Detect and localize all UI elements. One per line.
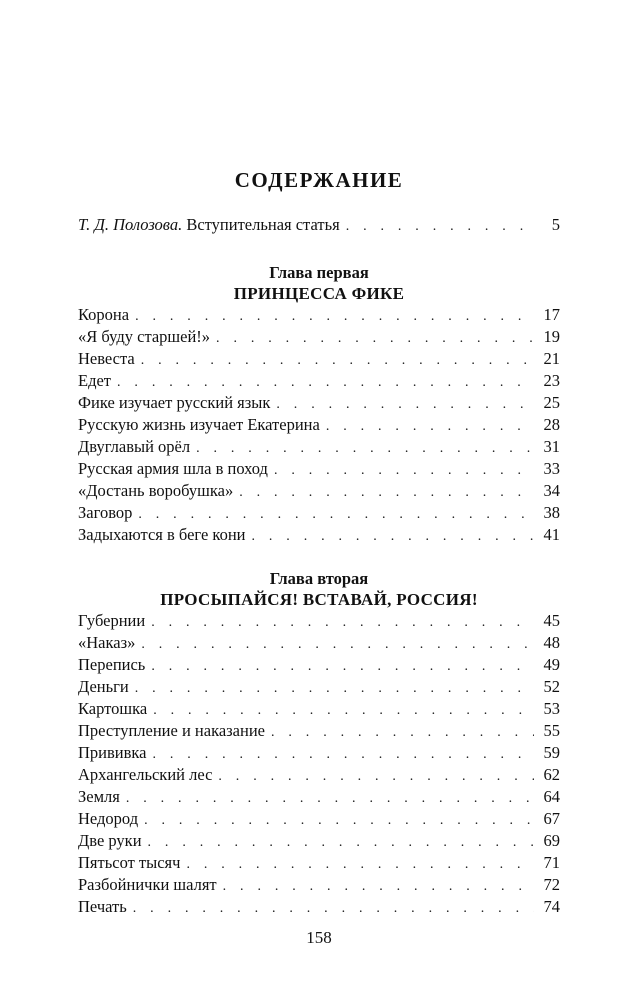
dot-leader xyxy=(223,876,534,898)
toc-entry-intro xyxy=(78,214,560,236)
dot-leader xyxy=(239,482,534,504)
toc-entry xyxy=(78,852,560,874)
toc-entry-label: Картошка xyxy=(78,699,148,718)
toc-entry-label: Деньги xyxy=(78,677,129,696)
toc-entry-page: 21 xyxy=(543,349,560,368)
intro-author: Т. Д. Полозова. xyxy=(78,215,183,234)
toc-entry-page: 19 xyxy=(543,327,560,346)
toc-entry-label: Едет xyxy=(78,371,112,390)
toc-entry-label: Пятьсот тысяч xyxy=(78,853,181,872)
toc-entry-page: 52 xyxy=(543,677,560,696)
toc-entry-label: Русская армия шла в поход xyxy=(78,459,268,478)
toc-entry xyxy=(78,502,560,524)
toc-entry xyxy=(78,348,560,370)
toc-entry xyxy=(78,676,560,698)
toc-entry xyxy=(78,742,560,764)
toc-title: СОДЕРЖАНИЕ xyxy=(234,168,404,192)
toc-entry-page: 41 xyxy=(543,525,560,544)
dot-leader xyxy=(141,634,534,656)
toc-entry xyxy=(78,458,560,480)
toc-entry-page: 55 xyxy=(543,721,560,740)
toc-entry-page: 31 xyxy=(543,437,560,456)
toc-page xyxy=(78,0,560,1000)
toc-entry xyxy=(78,720,560,742)
toc-entry xyxy=(78,830,560,852)
toc-entry xyxy=(78,654,560,676)
toc-entry-page: 38 xyxy=(543,503,560,522)
dot-leader xyxy=(218,766,534,788)
toc-entry xyxy=(78,392,560,414)
toc-entry xyxy=(78,436,560,458)
dot-leader xyxy=(196,438,534,460)
toc-entry-label: Задыхаются в беге кони xyxy=(78,525,246,544)
toc-entry-label: Печать xyxy=(78,897,127,916)
toc-entry-page: 17 xyxy=(543,305,560,324)
toc-entry xyxy=(78,786,560,808)
dot-leader xyxy=(117,372,534,394)
dot-leader xyxy=(276,394,534,416)
toc-entry-page: 74 xyxy=(543,897,560,916)
toc-entry-page: 48 xyxy=(543,633,560,652)
toc-entry xyxy=(78,326,560,348)
chapter-subtitle: ПРИНЦЕССА ФИКЕ xyxy=(233,284,405,303)
toc-entry-page: 72 xyxy=(543,875,560,894)
dot-leader xyxy=(151,656,534,678)
toc-entry-label: Архангельский лес xyxy=(78,765,213,784)
toc-entry-page: 45 xyxy=(543,611,560,630)
toc-entry-label: Двуглавый орёл xyxy=(78,437,191,456)
toc-entry-page: 33 xyxy=(543,459,560,478)
chapter-heading: Глава первая xyxy=(269,263,369,282)
toc-entry-page: 64 xyxy=(543,787,560,806)
toc-entry-label: Прививка xyxy=(78,743,147,762)
toc-entry-label: Перепись xyxy=(78,655,146,674)
toc-entry-page: 71 xyxy=(543,853,560,872)
toc-entry-label: Преступление и наказание xyxy=(78,721,265,740)
dot-leader xyxy=(141,350,534,372)
toc-entry-label: Русскую жизнь изучает Екатерина xyxy=(78,415,320,434)
dot-leader xyxy=(135,678,534,700)
dot-leader xyxy=(346,216,534,238)
toc-entry-label: Фике изучает русский язык xyxy=(78,393,271,412)
toc-entry-label xyxy=(78,214,340,236)
toc-entry-label: «Я буду старшей!» xyxy=(78,327,211,346)
toc-entry-label: Недород xyxy=(78,809,139,828)
toc-entry-label: Разбойнички шалят xyxy=(78,875,217,894)
dot-leader xyxy=(148,832,534,854)
toc-entry xyxy=(78,632,560,654)
toc-entry xyxy=(78,764,560,786)
toc-entry xyxy=(78,896,560,918)
toc-entry-page: 23 xyxy=(543,371,560,390)
toc-entry-page: 49 xyxy=(543,655,560,674)
dot-leader xyxy=(135,306,534,328)
toc-entry xyxy=(78,874,560,896)
toc-entry xyxy=(78,698,560,720)
toc-entry-page: 62 xyxy=(543,765,560,784)
dot-leader xyxy=(151,612,534,634)
toc-entry xyxy=(78,414,560,436)
dot-leader xyxy=(274,460,534,482)
toc-entry-page: 28 xyxy=(543,415,560,434)
toc-entry-page: 59 xyxy=(543,743,560,762)
dot-leader xyxy=(271,722,534,744)
toc-entry-label: Земля xyxy=(78,787,120,806)
page-number: 158 xyxy=(306,928,332,947)
toc-entry-page: 34 xyxy=(543,481,560,500)
dot-leader xyxy=(126,788,534,810)
toc-entry-label: Корона xyxy=(78,305,130,324)
toc-entry-label: Невеста xyxy=(78,349,135,368)
dot-leader xyxy=(144,810,534,832)
toc-entry-label: Две руки xyxy=(78,831,142,850)
dot-leader xyxy=(153,744,535,766)
intro-text: Вступительная статья xyxy=(186,215,340,234)
toc-entry-label: Заговор xyxy=(78,503,133,522)
dot-leader xyxy=(326,416,534,438)
toc-entry-page: 53 xyxy=(543,699,560,718)
toc-entry-page: 25 xyxy=(543,393,560,412)
dot-leader xyxy=(216,328,534,350)
toc-entry-label: «Наказ» xyxy=(78,633,136,652)
toc-entry-page: 67 xyxy=(543,809,560,828)
dot-leader xyxy=(138,504,534,526)
toc-entry xyxy=(78,610,560,632)
toc-entry xyxy=(78,524,560,546)
dot-leader xyxy=(153,700,534,722)
toc-entry xyxy=(78,808,560,830)
toc-entry-label: «Достань воробушка» xyxy=(78,481,234,500)
dot-leader xyxy=(186,854,534,876)
toc-entry xyxy=(78,480,560,502)
toc-entry-page: 69 xyxy=(543,831,560,850)
dot-leader xyxy=(133,898,534,920)
toc-entry xyxy=(78,304,560,326)
toc-entry-page: 5 xyxy=(551,215,560,234)
dot-leader xyxy=(252,526,535,548)
chapter-heading: Глава вторая xyxy=(269,569,369,588)
toc-entry-label: Губернии xyxy=(78,611,146,630)
toc-entry xyxy=(78,370,560,392)
chapter-subtitle: ПРОСЫПАЙСЯ! ВСТАВАЙ, РОССИЯ! xyxy=(160,590,478,609)
